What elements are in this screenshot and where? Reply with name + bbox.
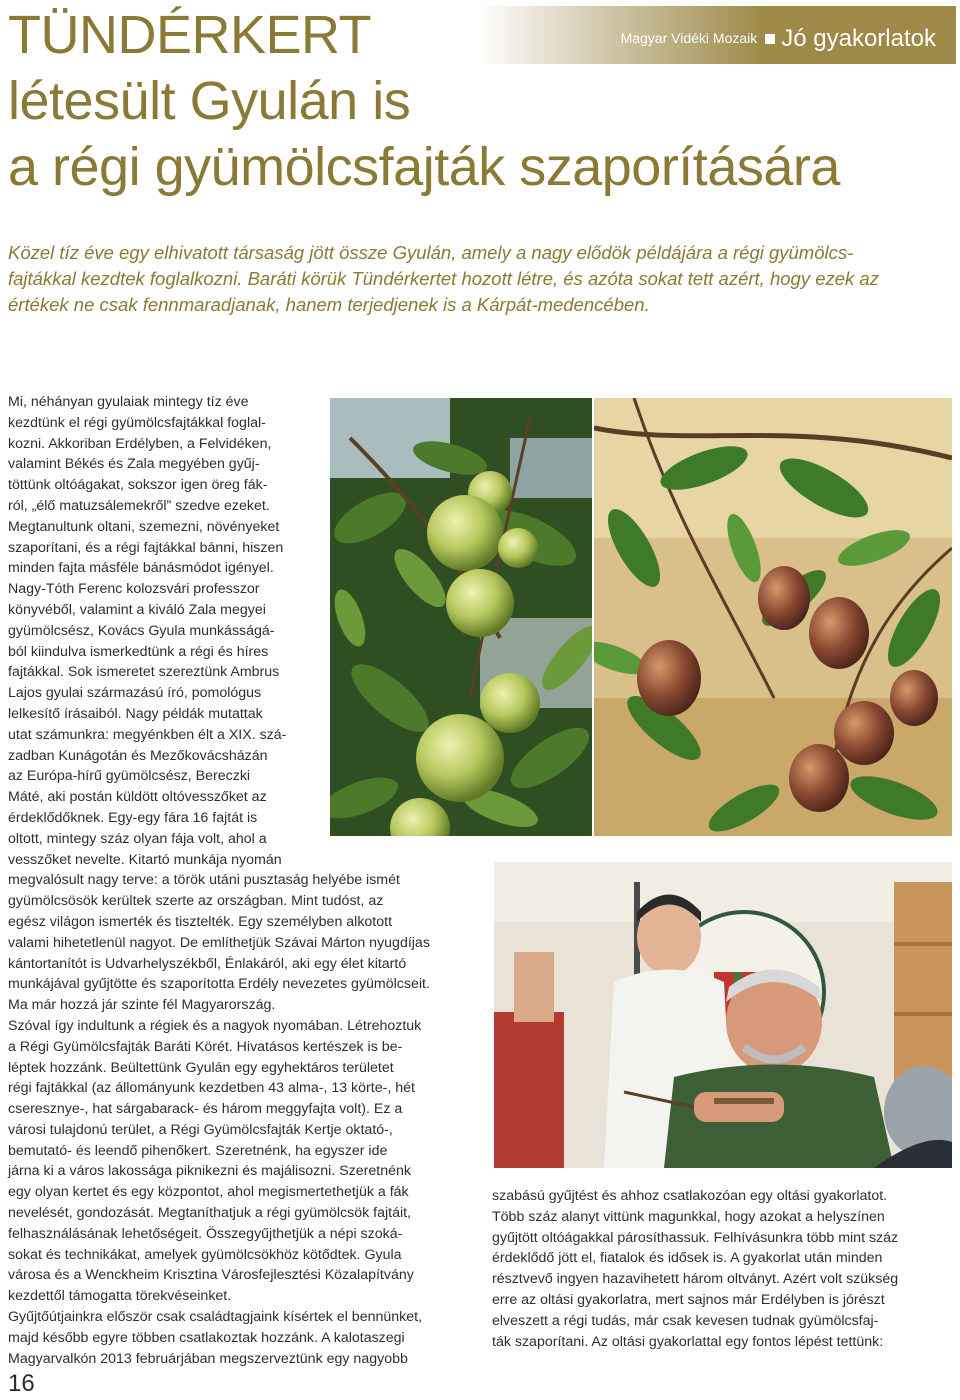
page-number: 16 bbox=[8, 1370, 35, 1397]
body-line: lelkesítő írásaiból. Nagy példák mutattak bbox=[8, 705, 263, 722]
body-line: léptek hozzánk. Beültettünk Gyulán egy egyhektáros területet bbox=[8, 1059, 394, 1076]
body-line: erre az oltási gyakorlatra, mert sajnos már Erdélyben is jórészt bbox=[492, 1291, 885, 1308]
body-line: ták szaporítani. Az oltási gyakorlattal egy fontos lépést tettünk: bbox=[492, 1333, 884, 1350]
body-line: ból kiindulva ismerkedtünk a régi és híres bbox=[8, 643, 269, 660]
body-line: megvalósult nagy terve: a török utáni pusztaság helyébe ismét bbox=[8, 872, 400, 889]
apple-tree-illustration bbox=[330, 398, 592, 836]
body-line: Mi, néhányan gyulaiak mintegy tíz éve bbox=[8, 394, 249, 410]
lead-paragraph bbox=[8, 240, 952, 318]
grafting-workshop-illustration bbox=[494, 862, 952, 1168]
body-line: Több száz alanyt vittünk magunkkal, hogy azokat a helyszínen bbox=[492, 1208, 885, 1225]
body-line: sokat és technikákat, amelyek gyümölcsökhöz kötődtek. Gyula bbox=[8, 1246, 402, 1263]
body-line: résztvevő ingyen hazavihetett három oltványt. Azért volt szükség bbox=[492, 1271, 899, 1288]
body-line: érdeklődő jött el, fiatalok és idősek is. A gyakorlat után minden bbox=[492, 1250, 883, 1267]
apple-tree-photo bbox=[330, 398, 592, 836]
body-line: elveszett a régi tudás, már csak kevesen tudnak gyümölcsfaj- bbox=[492, 1312, 879, 1329]
section-header bbox=[476, 6, 956, 64]
body-line: Gyűjtőútjainkra először csak családtagjaink kísértek el bennünket, bbox=[8, 1309, 423, 1326]
body-line: felhasználásának lehetőségeit. Összegyűjthetjük a népi szoká- bbox=[8, 1225, 403, 1242]
section-header-text bbox=[621, 25, 936, 53]
body-line: Magyarvalkón 2013 februárjában megszerveztünk egy nagyobb bbox=[8, 1350, 408, 1367]
body-line: Máté, aki postán küldött oltóvesszőket az bbox=[8, 789, 267, 806]
body-line: Ma már hozzá jár szinte fél Magyarország. bbox=[8, 997, 276, 1014]
body-line: egy olyan kertet és egy központot, ahol megismertethetjük a fák bbox=[8, 1184, 409, 1201]
body-line: egész világon ismerték és tisztelték. Egy személyben alkotott bbox=[8, 913, 393, 930]
body-line: régi fajtákkal (az állományunk kezdetben 43 alma-, 13 körte-, hét bbox=[8, 1080, 415, 1097]
lead-line: értékek ne csak fennmaradjanak, hanem terjedjenek is a Kárpát-medencében. bbox=[8, 294, 650, 315]
lead-line: Közel tíz éve egy elhivatott társaság jött össze Gyulán, amely a nagy elődök példájára a régi gyümölcs- bbox=[8, 242, 854, 263]
grafting-workshop-photo bbox=[494, 862, 952, 1168]
pear-tree-photo bbox=[594, 398, 952, 836]
body-line: érdeklődőknek. Egy-egy fára 16 fajtát is bbox=[8, 809, 258, 826]
body-line: az Európa-hírű gyümölcsész, Bereczki bbox=[8, 768, 251, 785]
body-line: Lajos gyulai származású író, pomológus bbox=[8, 685, 262, 702]
body-line: gyümölcsösök kerültek szerte az országban. Mint tudóst, az bbox=[8, 893, 384, 910]
section-name: Jó gyakorlatok bbox=[781, 25, 936, 52]
body-line: könyvéből, valamint a kiváló Zala megyei bbox=[8, 601, 266, 618]
body-line: városa és a Wenckheim Krisztina Városfejlesztési Közalapítvány bbox=[8, 1267, 414, 1284]
body-line: valami hihetetlenül nagyot. De említhetjük Szávai Márton nyugdíjas bbox=[8, 934, 430, 951]
body-line: oltott, mintegy száz olyan fája volt, ahol a bbox=[8, 830, 267, 847]
body-text-right bbox=[492, 1186, 898, 1352]
body-line: Szóval így indultunk a régiek és a nagyok nyomában. Létrehoztuk bbox=[8, 1017, 422, 1034]
lead-line: fajtákkal kezdtek foglalkozni. Baráti körük Tündérkertet hozott létre, és azóta sokat tett azért, hogy ezek az bbox=[8, 268, 879, 289]
magazine-name: Magyar Vidéki Mozaik bbox=[620, 30, 758, 47]
body-line: munkájával gyűjtötte és szaporította Erdély nevezetes gyümölcseit. bbox=[8, 976, 430, 993]
body-line: zadban Kunágotán és Mezőkovácsházán bbox=[8, 747, 268, 764]
body-line: szabású gyűjtést és ahhoz csatlakozóan egy oltási gyakorlatot. bbox=[492, 1188, 888, 1204]
body-line: nevelését, gondozását. Megtaníthatjuk a régi gyümölcsök fajtáit, bbox=[8, 1205, 411, 1222]
title-line: TÜNDÉRKERT bbox=[8, 5, 372, 65]
body-line: kezdettől támogatta törekvéseinket. bbox=[8, 1288, 232, 1305]
body-line: bemutató- és leendő pihenőkert. Szeretnénk, ha egyszer ide bbox=[8, 1142, 388, 1159]
body-line: kozni. Akkoriban Erdélyben, a Felvidéken, bbox=[8, 435, 272, 452]
body-line: gyűjtött oltóágakkal párosíthassuk. Felhívásunkra több mint száz bbox=[492, 1229, 899, 1246]
pear-tree-illustration bbox=[594, 398, 952, 836]
body-line: gyümölcsész, Kovács Gyula munkásságá- bbox=[8, 622, 275, 639]
body-line: majd később egyre többen csatlakoztak hozzánk. A kalotaszegi bbox=[8, 1329, 405, 1346]
body-line: minden fajta másféle bánásmódot igényel. bbox=[8, 560, 274, 577]
body-line: a Régi Gyümölcsfajták Baráti Körét. Hivatásos kertészek is be- bbox=[8, 1038, 403, 1055]
body-line: Nagy-Tóth Ferenc kolozsvári professzor bbox=[8, 581, 260, 598]
body-line: töttünk oltóágakat, sokszor igen öreg fák- bbox=[8, 477, 268, 494]
body-line: Megtanultunk oltani, szemezni, növényeket bbox=[8, 518, 280, 535]
body-line: kezdtünk el régi gyümölcsfajtákkal foglal- bbox=[8, 414, 266, 431]
body-line: járna ki a város lakossága piknikezni és majálisozni. Szeretnénk bbox=[8, 1163, 411, 1180]
body-line: valamint Békés és Zala megyében gyűj- bbox=[8, 456, 260, 473]
body-line: városi tulajdonú terület, a Régi Gyümölcsfajták Kertje oktató-, bbox=[8, 1121, 393, 1138]
body-line: utat számunkra: megyénkben élt a XIX. szá- bbox=[8, 726, 287, 743]
body-line: vesszőket nevelte. Kitartó munkája nyomán bbox=[8, 851, 282, 868]
body-line: szaporítani, és a régi fajtákkal bánni, hiszen bbox=[8, 539, 284, 556]
body-line: fajtákkal. Sok ismeretet szereztünk Ambrus bbox=[8, 664, 280, 681]
title-line: létesült Gyulán is bbox=[8, 71, 411, 131]
title-line: a régi gyümölcsfajták szaporítására bbox=[8, 137, 840, 197]
body-line: ról, „élő matuzsálemekről” szedve ezeket. bbox=[8, 497, 270, 514]
square-bullet-icon bbox=[765, 34, 775, 44]
body-line: cseresznye-, hat sárgabarack- és három meggyfajta volt). Ez a bbox=[8, 1101, 403, 1118]
body-line: kántortanítót is Udvarhelyszékből, Énlakáról, aki egy élet kitartó bbox=[8, 955, 407, 972]
